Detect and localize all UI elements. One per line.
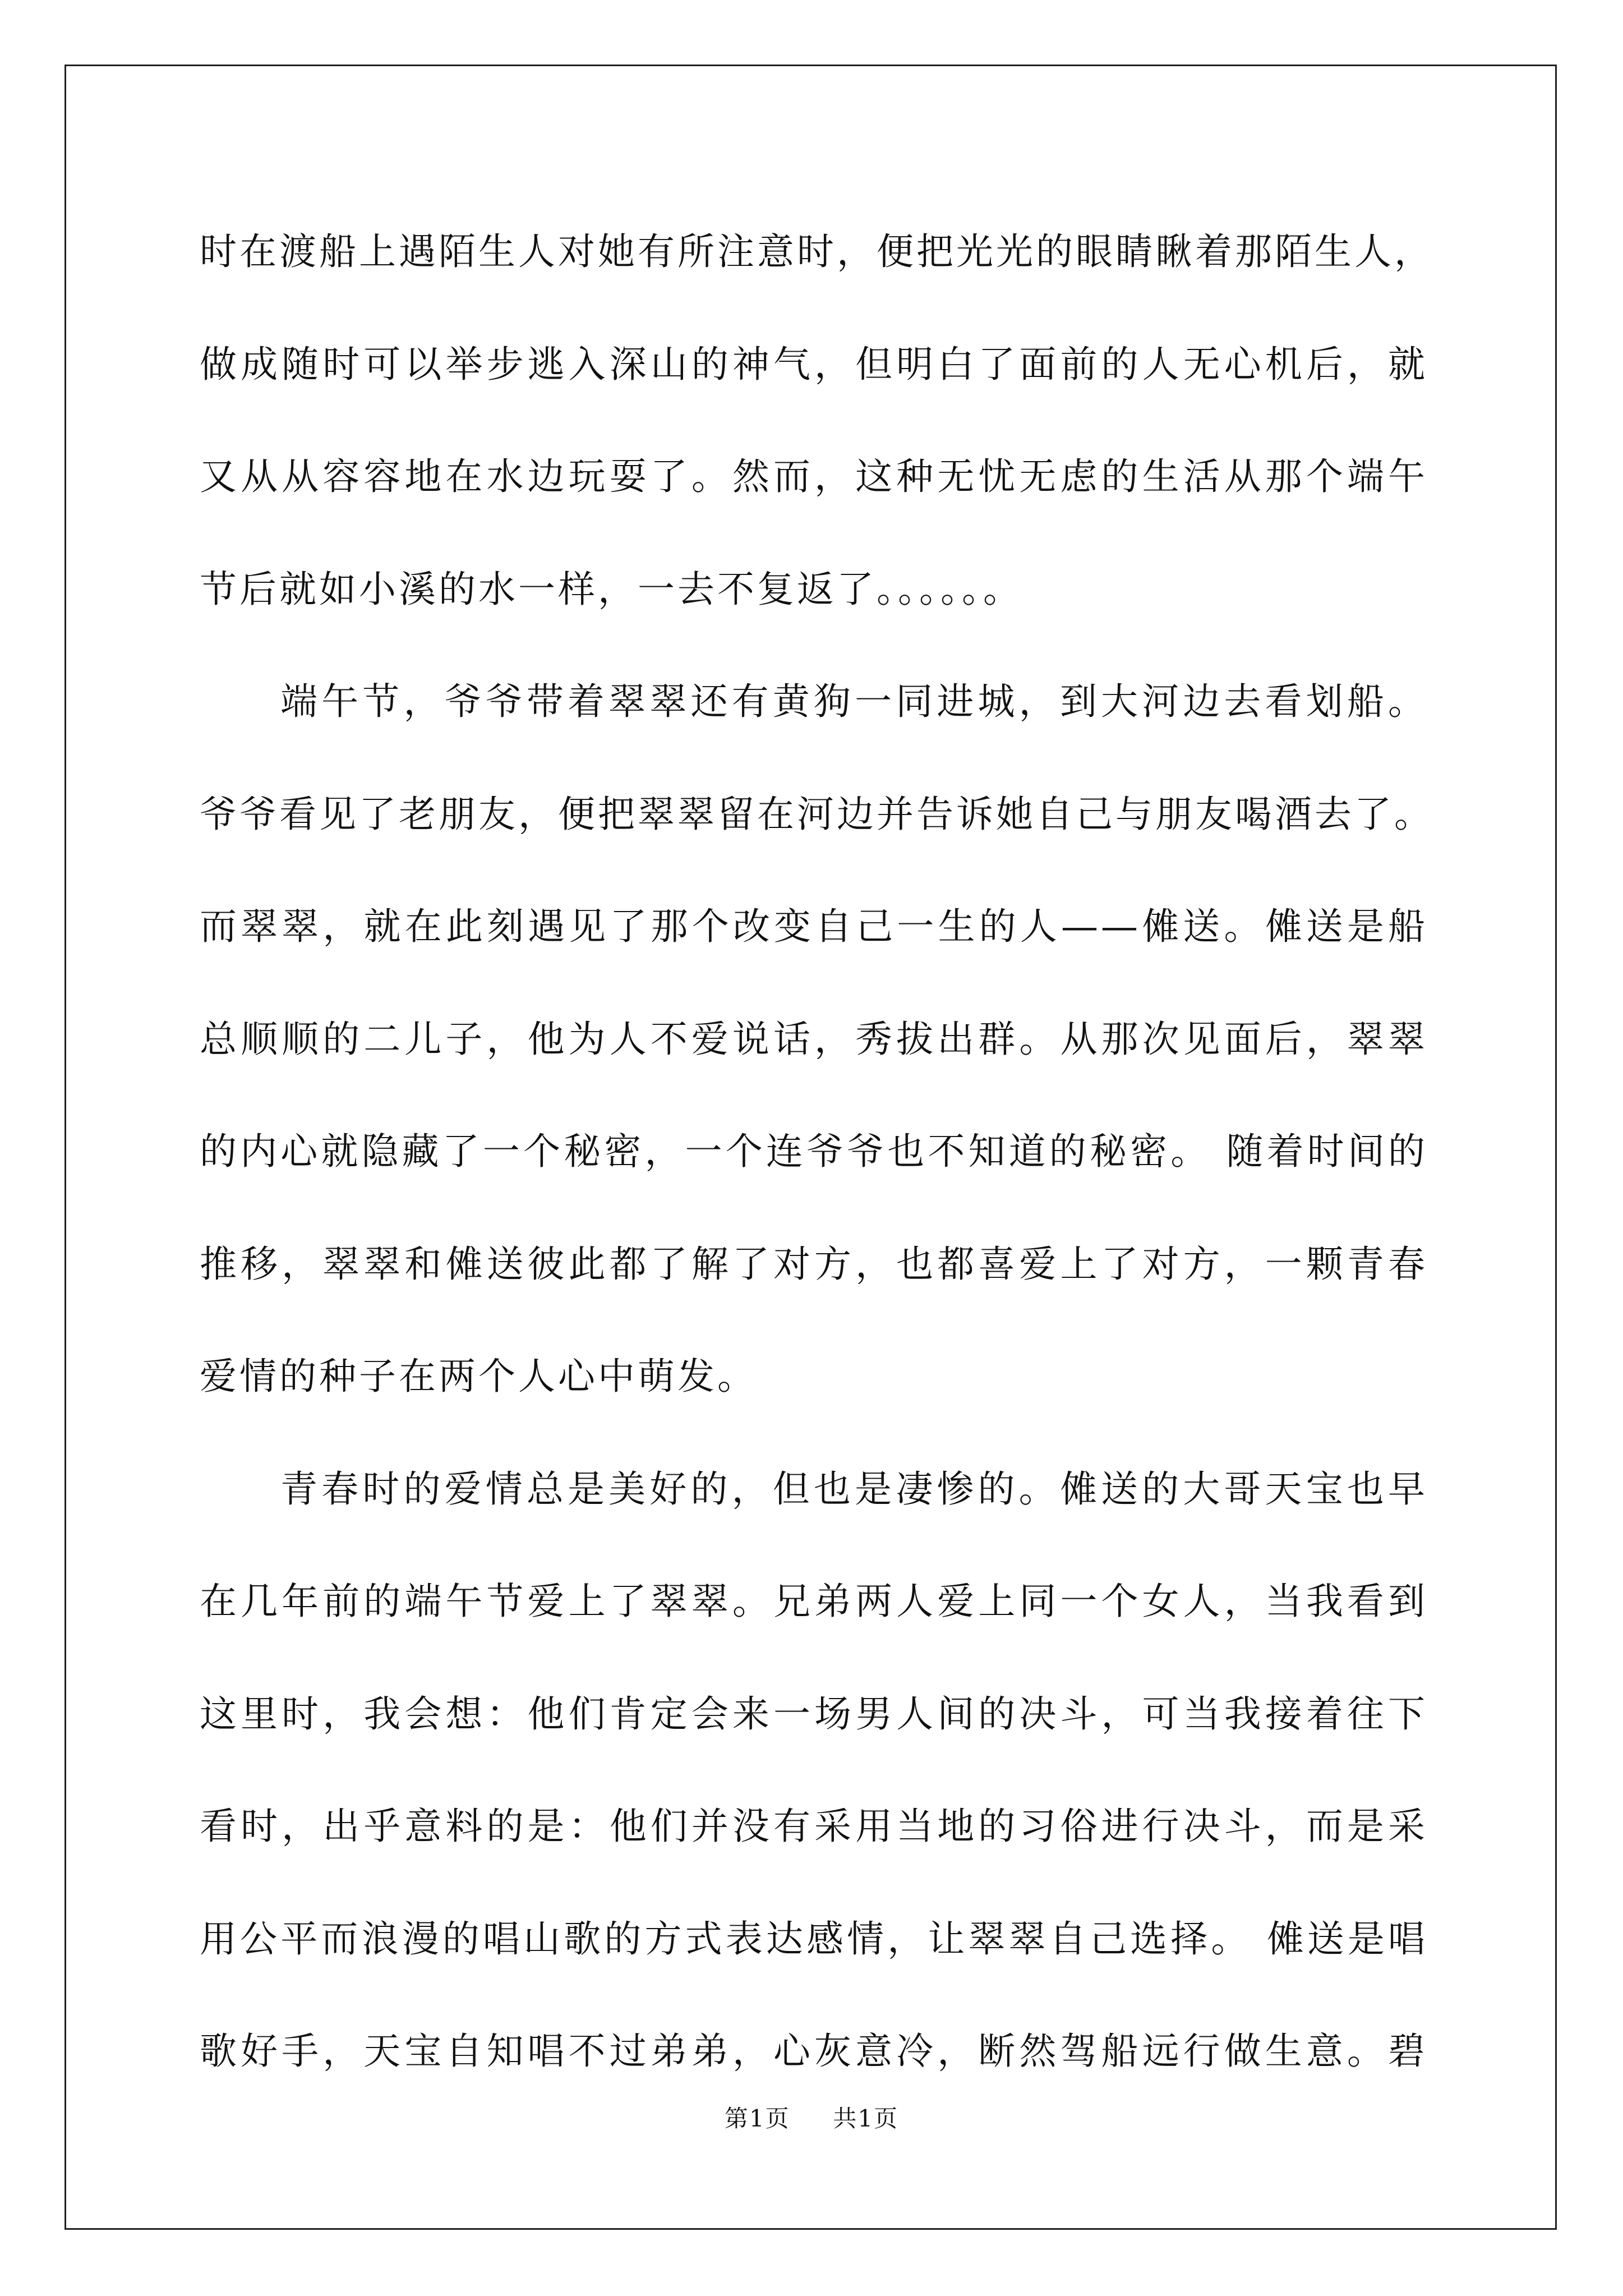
- text-line-9: 的内心就隐藏了一个秘密，一个连爷爷也不知道的秘密。 随着时间的: [200, 1130, 1428, 1173]
- paragraph-2-line-1: 端午节，爷爷带着翠翠还有黄狗一同进城，到大河边去看划船。: [280, 680, 1428, 723]
- text-line-3: 又从从容容地在水边玩耍了。然而，这种无忧无虑的生活从那个端午: [200, 455, 1428, 498]
- page-footer: [0, 2105, 1623, 2133]
- text-line-11: 爱情的种子在两个人心中萌发。: [200, 1355, 757, 1398]
- text-line-14: 这里时，我会想：他们肯定会来一场男人间的决斗，可当我接着往下: [200, 1692, 1428, 1736]
- text-line-15: 看时，出乎意料的是：他们并没有采用当地的习俗进行决斗，而是采: [200, 1805, 1428, 1848]
- paragraph-3-line-1: 青春时的爱情总是美好的，但也是凄惨的。傩送的大哥天宝也早: [280, 1467, 1428, 1511]
- text-line-13: 在几年前的端午节爱上了翠翠。兄弟两人爱上同一个女人，当我看到: [200, 1580, 1428, 1623]
- text-line-17: 歌好手，天宝自知唱不过弟弟，心灰意冷，断然驾船远行做生意。碧: [200, 2030, 1428, 2073]
- text-line-4: 节后就如小溪的水一样，一去不复返了。。。。。。: [200, 568, 1023, 611]
- text-line-2: 做成随时可以举步逃入深山的神气，但明白了面前的人无心机后，就: [200, 343, 1428, 386]
- page-number: 第1页: [724, 2105, 790, 2132]
- text-line-10: 推移，翠翠和傩送彼此都了解了对方，也都喜爱上了对方，一颗青春: [200, 1243, 1428, 1286]
- text-line-1: 时在渡船上遇陌生人对她有所注意时，便把光光的眼睛瞅着那陌生人，: [200, 230, 1434, 273]
- page-total: 共1页: [833, 2105, 899, 2132]
- text-line-7: 而翠翠，就在此刻遇见了那个改变自己一生的人——傩送。傩送是船: [200, 905, 1428, 948]
- text-line-6: 爷爷看见了老朋友，便把翠翠留在河边并告诉她自己与朋友喝酒去了。: [200, 793, 1434, 836]
- text-line-8: 总顺顺的二儿子，他为人不爱说话，秀拔出群。从那次见面后，翠翠: [200, 1018, 1428, 1061]
- text-line-16: 用公平而浪漫的唱山歌的方式表达感情，让翠翠自己选择。 傩送是唱: [200, 1917, 1428, 1961]
